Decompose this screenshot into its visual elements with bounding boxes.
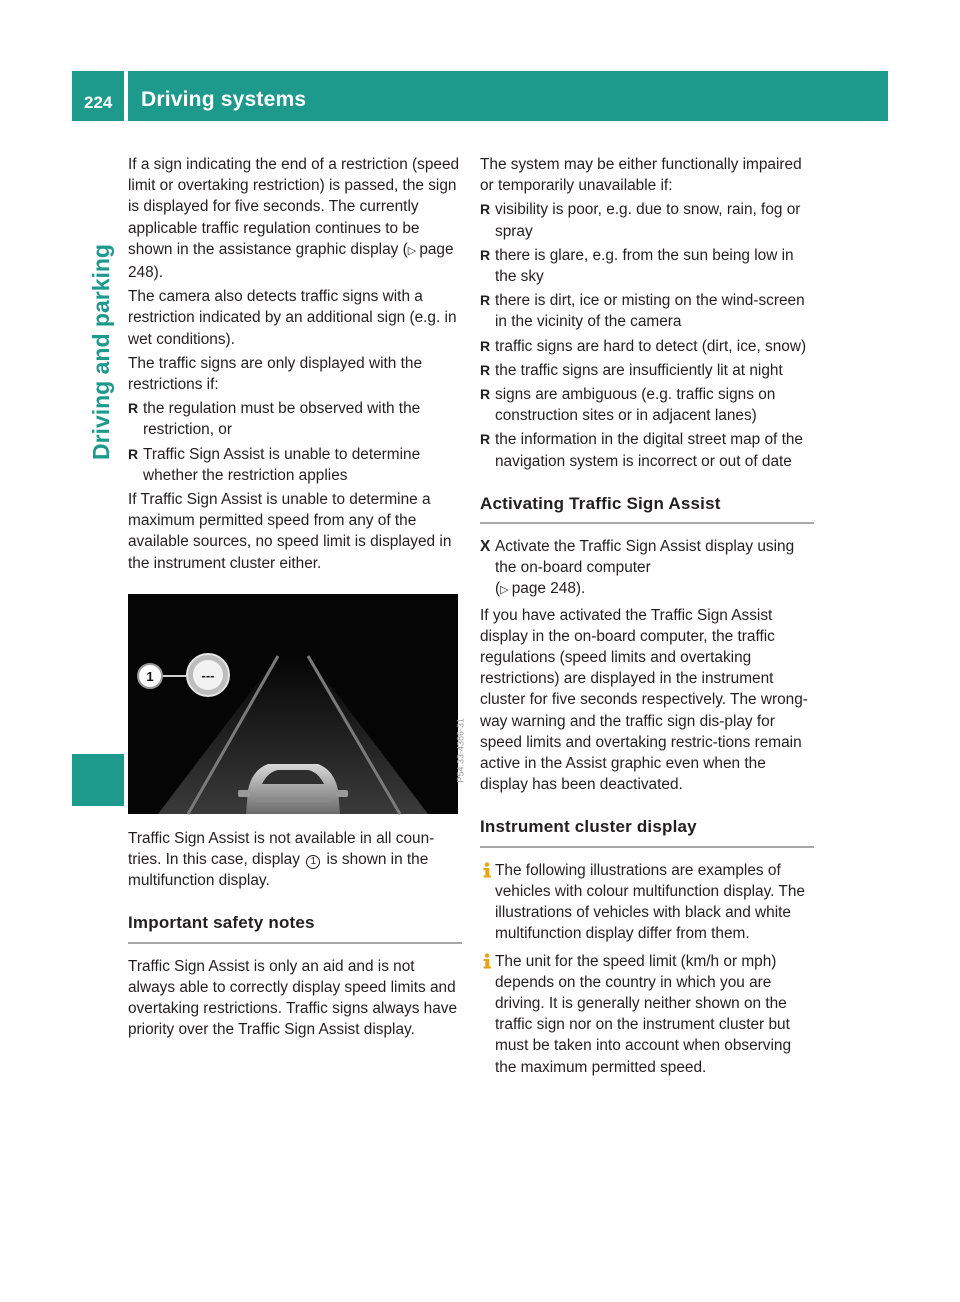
- paragraph: The traffic signs are only displayed with the restrictions if:: [128, 354, 423, 394]
- bullet-r-icon: R: [480, 292, 491, 309]
- side-tab-label: Driving and parking: [88, 244, 114, 460]
- info-icon: [480, 953, 494, 969]
- sign-text: ---: [201, 667, 215, 683]
- list-item: R visibility is poor, e.g. due to snow, rain, fog or spray: [480, 201, 801, 240]
- callout-number: 1: [146, 668, 154, 684]
- list-item: R the information in the digital street map of the navigation system is incorrect or out of date: [480, 431, 803, 470]
- heading-instrument-cluster-display: Instrument cluster display: [480, 816, 814, 847]
- list-item: R Traffic Sign Assist is unable to determine whether the restriction applies: [128, 445, 421, 484]
- paragraph: Traffic Sign Assist is only an aid and is not always able to correctly display speed limits and overtaking restrictions. Traffic signs always have priority over the Traffic Sign Assist display.: [128, 957, 458, 1039]
- left-column: [128, 154, 466, 1043]
- bullet-r-icon: R: [480, 201, 491, 218]
- instruction-step: X Activate the Traffic Sign Assist display using the on-board computer (▷ page 248).: [480, 538, 795, 598]
- bullet-r-icon: R: [480, 386, 491, 403]
- list-item: R there is dirt, ice or misting on the wind-screen in the vicinity of the camera: [480, 292, 805, 331]
- list-item: R the traffic signs are insufficiently lit at night: [480, 360, 814, 381]
- bullet-r-icon: R: [128, 445, 139, 462]
- illustration-graphic: [128, 594, 458, 814]
- list-item: R there is glare, e.g. from the sun being low in the sky: [480, 246, 794, 286]
- right-column: [480, 154, 814, 1084]
- paragraph: If a sign indicating the end of a restriction (speed limit or overtaking restriction) is passed, the sign is displayed for five seconds. The currently applicable traffic regulation continues to be shown in the assistance graphic display (▷ page 248).: [128, 156, 460, 282]
- section-title: Driving systems: [141, 88, 307, 111]
- paragraph: The system may be either functionally impaired or temporarily unavailable if:: [480, 156, 802, 195]
- list-item: R traffic signs are hard to detect (dirt, ice, snow): [480, 336, 814, 357]
- figure-code: P54.33-4386-31: [456, 717, 466, 783]
- page-reference-icon: ▷: [407, 244, 417, 257]
- page-header: [72, 71, 888, 121]
- heading-activating-traffic-sign-assist: Activating Traffic Sign Assist: [480, 493, 814, 524]
- paragraph: If Traffic Sign Assist is unable to determine a maximum permitted speed from any of the available sources, no speed limit is displayed in the instrument cluster either.: [128, 491, 452, 572]
- bullet-r-icon: R: [480, 337, 491, 354]
- info-icon: [480, 862, 494, 878]
- page-number: 224: [84, 93, 113, 112]
- info-note: The following illustrations are examples of vehicles with colour multifunction display. The illustrations of vehicles with black and white multifunction display differ from them.: [480, 860, 814, 945]
- instrument-cluster-illustration: [128, 594, 466, 814]
- callout-1-icon: 1: [306, 855, 320, 869]
- bullet-r-icon: R: [480, 246, 491, 263]
- page-reference-icon: ▷: [500, 584, 509, 597]
- list-item: R the regulation must be observed with the restriction, or: [128, 400, 421, 439]
- bullet-r-icon: R: [480, 431, 491, 448]
- bullet-r-icon: R: [128, 400, 139, 417]
- bullet-r-icon: R: [480, 361, 491, 378]
- step-arrow-icon: X: [480, 538, 491, 556]
- header-divider: [124, 71, 128, 121]
- page-number-box: [72, 71, 124, 121]
- heading-important-safety-notes: Important safety notes: [128, 912, 462, 943]
- info-note: The unit for the speed limit (km/h or mph) depends on the country in which you are driving. It is generally neither shown on the traffic sign nor on the instrument cluster but must be taken into account when observing the maximum permitted speed.: [480, 951, 814, 1078]
- paragraph: Traffic Sign Assist is not available in all coun-tries. In this case, display 1 is shown in the multifunction display.: [128, 829, 435, 890]
- paragraph: If you have activated the Traffic Sign Assist display in the on-board computer, the traffic regulations (speed limits and overtaking restrictions) are displayed in the instrument cluster for five seconds respectively. The wrong-way warning and the traffic sign dis-play for speed limits and overtaking restric-tions remain active in the Assist graphic even when the display has been deactivated.: [480, 606, 808, 794]
- side-tab-marker: [72, 754, 124, 806]
- paragraph: The camera also detects traffic signs with a restriction indicated by an additional sign (e.g. in wet conditions).: [128, 288, 457, 348]
- list-item: R signs are ambiguous (e.g. traffic signs on construction sites or in adjacent lanes): [480, 386, 776, 425]
